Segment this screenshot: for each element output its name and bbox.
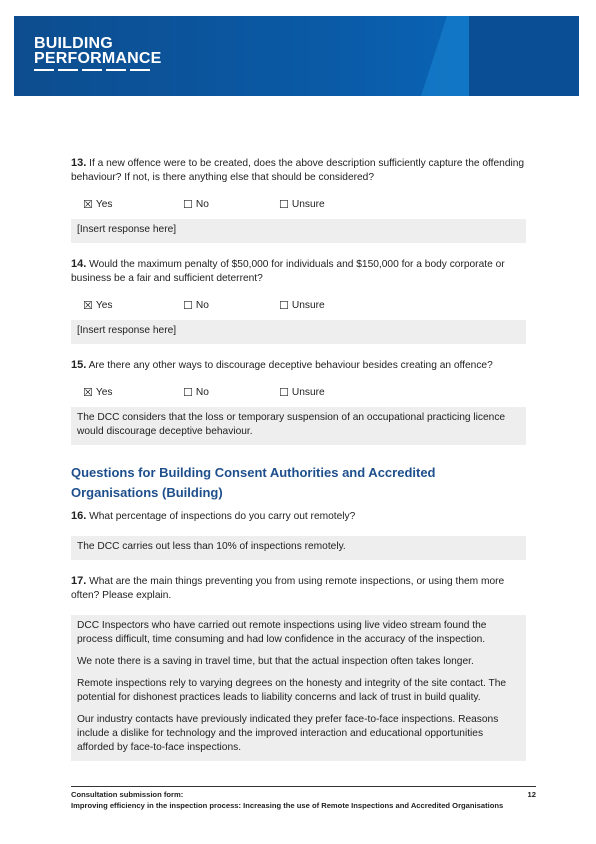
response-paragraph: We note there is a saving in travel time, but that the actual inspection often takes longer.	[77, 656, 474, 667]
response-box-17[interactable]	[71, 615, 526, 761]
question-17	[71, 574, 526, 603]
document-body	[71, 156, 526, 775]
unchecked-checkbox-icon[interactable]: ☐	[279, 300, 289, 312]
response-box-14[interactable]	[71, 320, 526, 344]
checked-checkbox-icon[interactable]: ☒	[83, 199, 93, 211]
response-paragraph: Remote inspections rely to varying degrees on the honesty and integrity of the site contact. The potential for dishonest practices leads to liability concerns and lack of trust in build quality.	[77, 678, 507, 703]
question-15	[71, 358, 526, 373]
logo-line1: BUILDING	[34, 35, 113, 52]
question-text: Would the maximum penalty of $50,000 for individuals and $150,000 for a body corporate or business be a fair and sufficient deterrent?	[71, 259, 505, 284]
response-paragraph: Our industry contacts have previously indicated they prefer face-to-face inspections. Reasons include a dislike for technology and the improved interaction and educational opportunities afforded by face-to-face inspections.	[77, 714, 499, 753]
answer-options-14	[83, 298, 526, 314]
question-text: Are there any other ways to discourage deceptive behaviour besides creating an offence?	[88, 360, 493, 371]
response-text: [Insert response here]	[77, 224, 177, 235]
unchecked-checkbox-icon[interactable]: ☐	[279, 387, 289, 399]
option-label: No	[195, 300, 209, 311]
unchecked-checkbox-icon[interactable]: ☐	[279, 199, 289, 211]
option-label: No	[195, 387, 209, 398]
option-label: Yes	[95, 300, 113, 311]
logo-line2: PERFORMANCE	[34, 50, 162, 67]
page-number: 12	[527, 790, 536, 799]
option-label: Unsure	[291, 199, 325, 210]
option-unsure[interactable]	[279, 299, 325, 313]
response-box-15[interactable]	[71, 407, 526, 445]
response-text: [Insert response here]	[77, 325, 177, 336]
response-box-16[interactable]	[71, 536, 526, 560]
answer-options-13	[83, 197, 526, 213]
option-label: Yes	[95, 199, 113, 210]
unchecked-checkbox-icon[interactable]: ☐	[183, 199, 193, 211]
header-banner	[14, 16, 579, 96]
option-no[interactable]	[183, 386, 279, 400]
footer-doc-title: Improving efficiency in the inspection process: Increasing the use of Remote Inspections and Accredited Organisations	[71, 801, 504, 810]
option-unsure[interactable]	[279, 198, 325, 212]
question-14	[71, 257, 526, 286]
unchecked-checkbox-icon[interactable]: ☐	[183, 387, 193, 399]
building-performance-logo	[34, 36, 162, 71]
option-label: No	[195, 199, 209, 210]
option-label: Unsure	[291, 300, 325, 311]
response-box-13[interactable]	[71, 219, 526, 243]
question-text: If a new offence were to be created, does the above description sufficiently capture the offending behaviour? If not, is there anything else that should be considered?	[71, 158, 525, 183]
question-text: What percentage of inspections do you carry out remotely?	[89, 511, 356, 522]
answer-options-15	[83, 385, 526, 401]
logo-rule	[34, 69, 154, 71]
page-footer	[71, 786, 536, 811]
option-unsure[interactable]	[279, 386, 325, 400]
option-label: Yes	[95, 387, 113, 398]
question-number: 15.	[71, 359, 87, 371]
banner-stripe	[469, 16, 579, 96]
option-yes[interactable]	[83, 386, 183, 400]
response-text: The DCC carries out less than 10% of inspections remotely.	[77, 541, 346, 552]
option-yes[interactable]	[83, 299, 183, 313]
unchecked-checkbox-icon[interactable]: ☐	[183, 300, 193, 312]
response-paragraph: DCC Inspectors who have carried out remote inspections using live video stream found the process difficult, time consuming and had low confidence in the accuracy of the inspection.	[77, 620, 487, 645]
option-label: Unsure	[291, 387, 325, 398]
question-number: 16.	[71, 510, 87, 522]
option-no[interactable]	[183, 198, 279, 212]
question-text: What are the main things preventing you from using remote inspections, or using them more often? Please explain.	[71, 576, 505, 601]
question-number: 13.	[71, 157, 87, 169]
question-16	[71, 509, 526, 524]
question-number: 14.	[71, 258, 87, 270]
checked-checkbox-icon[interactable]: ☒	[83, 300, 93, 312]
footer-form-label: Consultation submission form:	[71, 790, 184, 799]
option-no[interactable]	[183, 299, 279, 313]
question-13	[71, 156, 526, 185]
option-yes[interactable]	[83, 198, 183, 212]
question-number: 17.	[71, 575, 87, 587]
response-text: The DCC considers that the loss or temporary suspension of an occupational practicing licence would discourage deceptive behaviour.	[77, 412, 506, 437]
checked-checkbox-icon[interactable]: ☒	[83, 387, 93, 399]
section-heading: Questions for Building Consent Authorities and Accredited Organisations (Building)	[71, 465, 436, 500]
